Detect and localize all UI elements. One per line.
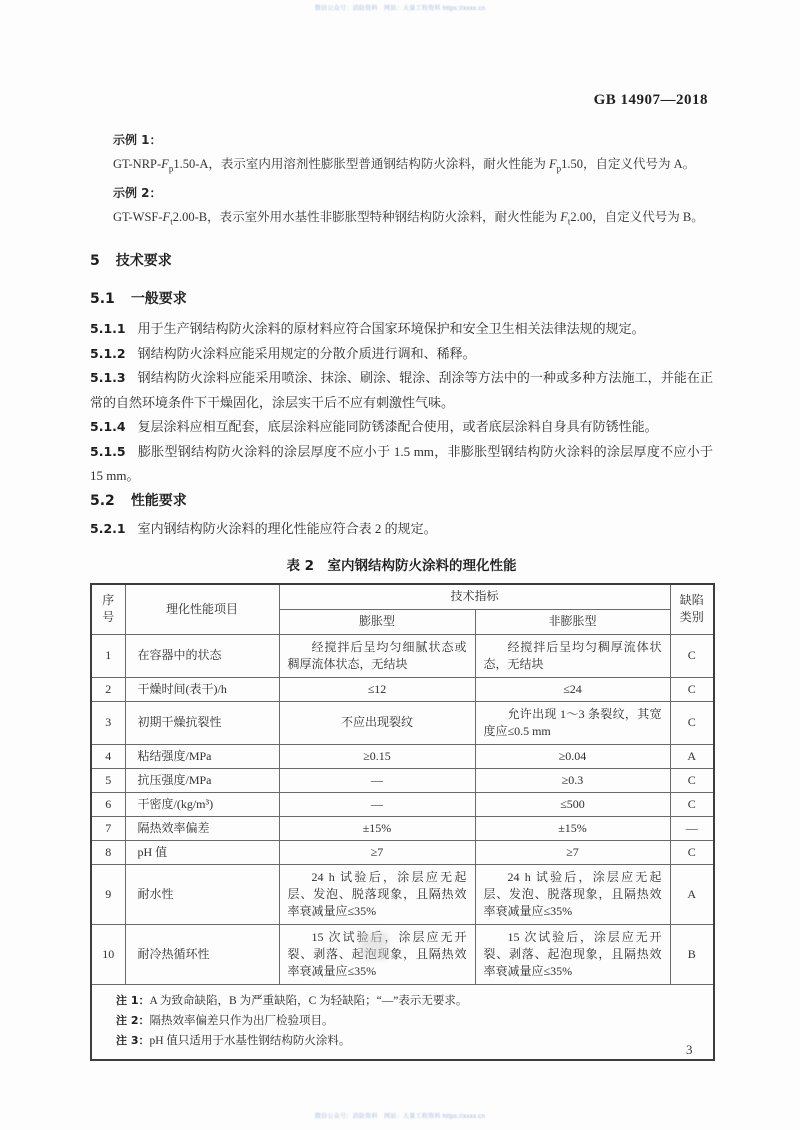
table-row <box>91 840 714 864</box>
cell-expansion: 不应出现裂纹 <box>279 701 475 744</box>
cell-no: 3 <box>91 701 125 744</box>
cell-defect: C <box>670 634 714 677</box>
example-2-description: 2.00-B，表示室外用水基性非膨胀型特种钢结构防火涂料，耐火性能为 <box>172 209 561 224</box>
example-1-tail: 1.50，自定义代号为 A。 <box>561 157 696 171</box>
clause-5-1-2 <box>90 342 713 367</box>
cell-non-expansion: 经搅拌后呈均匀稠厚流体状态，无结块 <box>475 634 670 677</box>
clause-5-2-1 <box>90 517 713 542</box>
clause-5-1-1-text: 用于生产钢结构防火涂料的原材料应符合国家环境保护和安全卫生相关法律法规的规定。 <box>137 321 645 336</box>
cell-defect: A <box>670 744 714 768</box>
table-note <box>116 1011 703 1031</box>
cell-defect: A <box>670 864 714 924</box>
section-5-heading <box>90 251 713 271</box>
cell-no: 6 <box>91 792 125 816</box>
cell-expansion: ≥0.15 <box>279 744 475 768</box>
example-2-fire-symbol-2: F <box>560 209 568 224</box>
clause-5-1-2-text: 钢结构防火涂料应能采用规定的分散介质进行调和、稀释。 <box>137 345 476 361</box>
cell-item: 抗压强度/MPa <box>125 768 279 792</box>
table-row <box>91 634 714 677</box>
section-5-1-number: 5.1 <box>90 291 115 307</box>
example-1-text <box>113 152 713 181</box>
cell-non-expansion: ±15% <box>475 816 670 840</box>
cell-non-expansion: ≥0.04 <box>475 744 670 768</box>
example-1-subscript: p <box>168 163 174 174</box>
table-body <box>91 634 714 984</box>
header-index: 序号 <box>91 584 125 634</box>
cell-expansion: ≤12 <box>279 677 475 701</box>
page-number: 3 <box>686 1042 693 1057</box>
cell-item: 隔热效率偏差 <box>125 816 279 840</box>
header-tech-indicator: 技术指标 <box>279 584 670 609</box>
example-2-subscript: t <box>170 216 173 226</box>
table-note-text: A 为致命缺陷，B 为严重缺陷，C 为轻缺陷；“—”表示无要求。 <box>149 994 468 1007</box>
cell-non-expansion: ≤500 <box>475 792 670 816</box>
cell-item: pH 值 <box>125 840 279 864</box>
table-note <box>116 1031 703 1051</box>
section-5-2-heading <box>90 491 713 511</box>
header-expansion-type: 膨胀型 <box>279 609 475 634</box>
cell-defect: C <box>670 768 714 792</box>
cell-non-expansion: ≤24 <box>475 677 670 701</box>
standard-number: GB 14907—2018 <box>593 92 708 108</box>
example-2-label: 示例 2： <box>113 185 162 200</box>
clause-5-1-4 <box>90 415 713 440</box>
table-row <box>91 924 714 984</box>
example-1-label: 示例 1： <box>113 133 162 147</box>
cell-item: 耐水性 <box>125 864 279 924</box>
cell-item: 初期干燥抗裂性 <box>125 701 279 744</box>
clause-5-1-3 <box>90 366 713 415</box>
section-5-2-title: 性能要求 <box>130 492 187 509</box>
clause-list <box>90 317 713 489</box>
cell-no: 7 <box>91 816 125 840</box>
example-2-model-prefix: GT-WSF- <box>113 209 163 224</box>
example-1-fire-symbol-2: F <box>549 157 557 171</box>
clause-5-1-4-number: 5.1.4 <box>90 419 126 434</box>
table-row <box>91 677 714 701</box>
clause-5-2-1-number: 5.2.1 <box>90 520 126 536</box>
cell-non-expansion: 15 次试验后，涂层应无开裂、剥落、起泡现象，且隔热效率衰减量应≤35% <box>475 924 670 984</box>
clause-5-2-1-text: 室内钢结构防火涂料的理化性能应符合表 2 的规定。 <box>137 520 437 536</box>
cell-no: 8 <box>91 840 125 864</box>
section-5-1-heading <box>90 289 713 309</box>
performance-table <box>90 583 715 1061</box>
cell-defect: C <box>670 840 714 864</box>
watermark-top: 微信公众号：消防资料 网站：大量工程资料 https://xxxx.cn <box>314 6 486 12</box>
table-row <box>91 864 714 924</box>
table-row <box>91 744 714 768</box>
cell-item: 粘结强度/MPa <box>125 744 279 768</box>
table-2-title: 表 2 室内钢结构防火涂料的理化性能 <box>286 558 517 574</box>
clause-5-1-2-number: 5.1.2 <box>90 345 126 361</box>
example-1-model-prefix: GT-NRP- <box>113 157 162 171</box>
header-defect-class: 缺陷类别 <box>670 584 714 634</box>
cell-no: 9 <box>91 864 125 924</box>
header-non-expansion-type: 非膨胀型 <box>475 609 670 634</box>
watermark-bottom: 微信公众号：消防资料 网站：大量工程资料 https://xxxx.cn <box>314 1114 486 1120</box>
cell-non-expansion: 允许出现 1～3 条裂纹，其宽度应≤0.5 mm <box>475 701 670 744</box>
clause-5-1-5-text: 膨胀型钢结构防火涂料的涂层厚度不应小于 1.5 mm，非膨胀型钢结构防火涂料的涂层厚度不应小于 15 mm。 <box>90 443 713 483</box>
example-2-tail: 2.00，自定义代号为 B。 <box>570 209 704 224</box>
cell-expansion: 15 次试验后，涂层应无开裂、剥落、起泡现象，且隔热效率衰减量应≤35% <box>279 924 475 984</box>
table-row <box>91 701 714 744</box>
clause-5-1-4-text: 复层涂料应相互配套，底层涂料应能同防锈漆配合使用，或者底层涂料自身具有防锈性能。 <box>137 419 658 434</box>
cell-item: 耐冷热循环性 <box>125 924 279 984</box>
cell-expansion: ±15% <box>279 816 475 840</box>
cell-non-expansion: ≥0.3 <box>475 768 670 792</box>
table-row <box>91 816 714 840</box>
cell-non-expansion: 24 h 试验后，涂层应无起层、发泡、脱落现象，且隔热效率衰减量应≤35% <box>475 864 670 924</box>
cell-item: 干燥时间(表干)/h <box>125 677 279 701</box>
scan-smudge <box>360 933 388 959</box>
cell-expansion: 24 h 试验后，涂层应无起层、发泡、脱落现象，且隔热效率衰减量应≤35% <box>279 864 475 924</box>
section-5-title: 技术要求 <box>115 253 172 269</box>
header-item: 理化性能项目 <box>125 584 279 634</box>
cell-no: 2 <box>91 677 125 701</box>
table-notes <box>91 984 714 1060</box>
clause-5-1-1-number: 5.1.1 <box>90 321 126 336</box>
cell-defect: B <box>670 924 714 984</box>
section-5-2-number: 5.2 <box>90 492 115 509</box>
cell-defect: C <box>670 701 714 744</box>
cell-item: 干密度/(kg/m³) <box>125 792 279 816</box>
table-note-text: 隔热效率偏差只作为出厂检验项目。 <box>149 1014 334 1027</box>
example-1-description: 1.50-A，表示室内用溶剂性膨胀型普通钢结构防火涂料，耐火性能为 <box>173 157 550 171</box>
page-content <box>90 0 713 1061</box>
cell-no: 1 <box>91 634 125 677</box>
clause-5-1-3-text: 钢结构防火涂料应能采用喷涂、抹涂、刷涂、辊涂、刮涂等方法中的一种或多种方法施工，并能在正常的自然环境条件下干燥固化，涂层实干后不应有刺激性气味。 <box>90 370 713 410</box>
table-note <box>116 991 703 1011</box>
table-header <box>91 584 714 634</box>
clause-5-1-1 <box>90 317 713 342</box>
cell-defect: — <box>670 816 714 840</box>
example-1-fire-symbol: F <box>161 157 169 171</box>
cell-defect: C <box>670 792 714 816</box>
table-note-label: 注 2： <box>116 1013 150 1027</box>
table-note-text: pH 值只适用于水基性钢结构防火涂料。 <box>149 1034 351 1047</box>
clause-5-1-5 <box>90 440 713 489</box>
cell-expansion: ≥7 <box>279 840 475 864</box>
cell-expansion: — <box>279 768 475 792</box>
clause-5-1-5-number: 5.1.5 <box>90 443 126 459</box>
table-row <box>91 792 714 816</box>
example-2-subscript-2: t <box>567 216 571 226</box>
example-2-text <box>113 205 713 234</box>
cell-non-expansion: ≥7 <box>475 840 670 864</box>
cell-defect: C <box>670 677 714 701</box>
example-2-fire-symbol: F <box>162 209 171 224</box>
section-5-number: 5 <box>90 253 100 269</box>
cell-no: 10 <box>91 924 125 984</box>
table-note-label: 注 1： <box>116 993 150 1007</box>
cell-no: 4 <box>91 744 125 768</box>
cell-expansion: 经搅拌后呈均匀细腻状态或稠厚流体状态，无结块 <box>279 634 475 677</box>
cell-expansion: — <box>279 792 475 816</box>
cell-no: 5 <box>91 768 125 792</box>
clause-5-1-3-number: 5.1.3 <box>90 370 126 385</box>
example-1-subscript-2: p <box>556 163 562 174</box>
section-5-1-title: 一般要求 <box>130 291 187 307</box>
cell-item: 在容器中的状态 <box>125 634 279 677</box>
table-note-label: 注 3： <box>116 1033 150 1047</box>
table-row <box>91 768 714 792</box>
